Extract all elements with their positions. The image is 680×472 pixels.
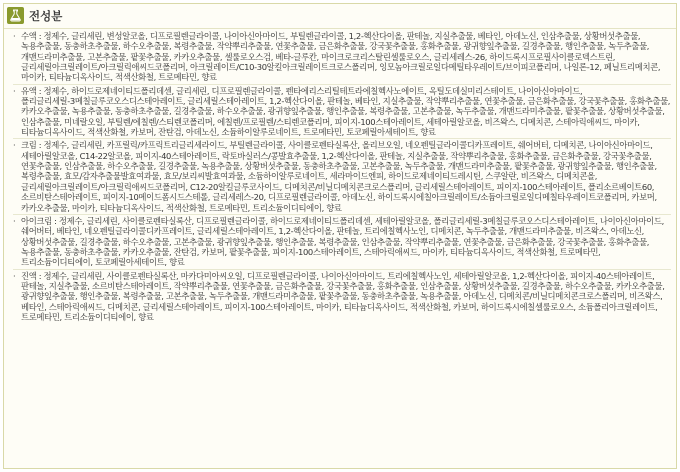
ingredients-panel <box>3 3 677 469</box>
header-divider <box>4 28 676 29</box>
entry-divider <box>13 138 671 139</box>
section-title: 전성분 <box>29 9 63 23</box>
ingredient-entry-cream: · 크림 : 정제수, 글리세린, 카프릴릭/카프릭트리글리세라이드, 부틸렌글라이콜, 사이클로펜타실록산, 올리브오일, 네오펜틸글라이콜디카프레이트, 쉐어버터, 디메치콘, 나이아신아마이드, 세테아릴알코올, C14-22알코올, 피이지-40스테아레이트, 락토바실러스/콩발효추출물, 1,2-헥산다이올, 판테놀, 지실추출물, 작약뿌리추출물, 홍화추출물, 금은화추출물, 강국꽃추출물, 연꽃추출물, 인삼추출물, 하수오추출물, 길경추출물, 녹용추출물, 상황버섯추출물, 동충하초추출물, 고본추출물, 녹두추출물, 개맨드라미추출물, 팥꽃추출물, 광귀향잎추출물, 행인추출물, 복령추출물, 효모/감자추출물발효여과물, 효모/보리씨발효여과물, 소듐하이알루로네이트, 세라마이드엔피, 하이드로제네이티드레시틴, 스쿠알란, 비즈왁스, 디메치콘올, 글리세릴아크릴레이트/아크릴릭애씨드코폴리머, C12-20알킬글루코사이드, 디메치콘/비닐디메치콘크로스폴리머, 글리세릴스테아레이트, 피이지-100스테아레이트, 폴리소르베이트60, 소르비탄스테아레이트, 피이지-10메이드폼시드스테롤, 글리세레스-20, 디프로필렌글라이콜, 아데노신, 하이드록시에칠아크릴레이트/소듐아크릴로일디메칠타우레이트코폴리머, 카보머, 카카오추출물, 마이카, 티타늄디옥사이드, 적색산화철, 트로메타민, 트리소듐이디티에이, 향료 <box>13 140 671 212</box>
section-header <box>4 4 676 28</box>
ingredient-entry-essence: · 진액 : 정제수, 글리세린, 사이클로펜타실록산, 마카다미아씨오일, 디프로필렌글라이콜, 나이아신아마이드, 트리에칠헥사노인, 세테아릴알코올, 1,2-헥산다이올, 피이지-40스테아레이트, 판테놀, 지실추출물, 소르비탄스테아레이트, 작약뿌리추출물, 연꽃추출물, 금은화추출물, 강국꽃추출물, 홍화추출물, 인삼추출물, 상황버섯추출물, 길경추출물, 하수오추출물, 카카오추출물, 광귀향잎추출물, 행인추출물, 복령추출물, 고본추출물, 녹두추출물, 개맨드라미추출물, 팥꽃추출물, 동충하초추출물, 녹용추출물, 아데노신, 디메치콘/비닐디메치콘크로스폴리머, 비즈왁스, 베타인, 스테아릭애씨드, 디메치콘, 글리세릴스테아레이트, 피이지-100스테아레이트, 마이카, 티타늄디옥사이드, 적색산화철, 카보머, 하이드록시에칠셀룰로오스, 소듐폴리아크릴레이트, 트로메타민, 트리소듐이디티에이, 향료 <box>13 271 671 323</box>
entry-divider <box>13 84 671 85</box>
entry-divider <box>13 269 671 270</box>
ingredient-entry-eye-cream: · 아이크림 : 정제수, 글리세린, 사이클로펜타실록산, 디프로필렌글라이콜, 하이드로제네이티드폴리데센, 세테아릴알코올, 폴리글리세릴-3메칠글루코오스디스테아레이트, 나이아신아마이드, 쉐어버터, 베타인, 네오펜틸글라이콜디카프레이트, 글리세릴스테아레이트, 1,2-헥산다이올, 판테놀, 트리에칠헥사노인, 디메치콘, 녹두추출물, 개맨드라미추출물, 비즈왁스, 아데노신, 상황버섯추출물, 길경추출물, 하수오추출물, 고본추출물, 광귀향잎추출물, 행인추출물, 복령추출물, 인삼추출물, 작약뿌리추출물, 연꽃추출물, 금은화추출물, 강국꽃추출물, 홍화추출물, 녹용추출물, 동충하초추출물, 카카오추출물, 잔탄검, 카보머, 팥꽃추출물, 피이지-100스테아레이트, 스테아릭애씨드, 마이카, 티타늄디옥사이드, 적색산화철, 트로메타민, 트리소듐이디티에이, 토코페릴아세테이트, 향료 <box>13 216 671 268</box>
flask-icon <box>7 7 24 24</box>
ingredient-entry-toner: · 수액 : 정제수, 글리세린, 변성알코올, 디프로필렌글라이콜, 나이아신아마이드, 부틸렌글라이콜, 1,2-헥산다이올, 판테놀, 지실추출물, 베타인, 아데노신, 인삼추출물, 상황버섯추출물, 녹용추출물, 동충하초추출물, 하수오추출물, 복령추출물, 작약뿌리추출물, 연꽃추출물, 금은화추출물, 강국꽃추출물, 홍화추출물, 광귀향잎추출물, 길경추출물, 행인추출물, 녹두추출물, 개맨드라미추출물, 고본추출물, 팥꽃추출물, 카카오추출물, 셀룰로오스검, 베타-글루칸, 마이크로크리스탈린셀룰로오스, 글리세레스-26, 하이드록시프로필사이클로덱스트린, 글리세릴아크릴레이트/아크릴릭애씨드코폴리머, 아크릴레이트/C10-30알킬아크릴레이트크로스폴리머, 잉모놈아크릴로일다메틸타우레이트/브이피코폴리머, 나일론-12, 페닐트리메치콘, 마이카, 티타늄디옥사이드, 적색산화철, 트로메타민, 향료 <box>13 31 671 83</box>
ingredient-list <box>13 31 671 322</box>
entry-divider <box>13 214 671 215</box>
ingredient-entry-emulsion: · 유액 : 정제수, 하이드로제네이티드폴리데센, 글리세린, 디프로필렌글라이콜, 펜타에리스리틸테트라에칠헥사노에이트, 옥틸도데실미리스테이트, 나이아신아마이드, 폴리글리세릴-3메칠글루코오스디스테아레이트, 글리세릴스테아레이트, 1,2-헥산다이올, 판테놀, 베타인, 지실추출물, 작약뿌리추출물, 연꽃추출물, 금은화추출물, 강국꽃추출물, 홍화추출물, 카카오추출물, 녹용추출물, 동충하초추출물, 길경추출물, 하수오추출물, 광귀향잎추출물, 행인추출물, 복령추출물, 고본추출물, 녹두추출물, 개맨드라미추출물, 팥꽃추출물, 상황버섯추출물, 인삼추출물, 미네랄오일, 부틸렌/에칠렌/스티렌코폴리머, 에칠렌/프로필렌/스티렌코폴리머, 피이지-100스테아레이트, 세테아릴알코올, 비즈왁스, 디메치콘, 스테아릭애씨드, 마이카, 티타늄디옥사이드, 적색산화철, 카보머, 잔탄검, 아데노신, 소듐하이알루로네이트, 트로메타민, 토코페릴아세테이트, 향료 <box>13 86 671 138</box>
